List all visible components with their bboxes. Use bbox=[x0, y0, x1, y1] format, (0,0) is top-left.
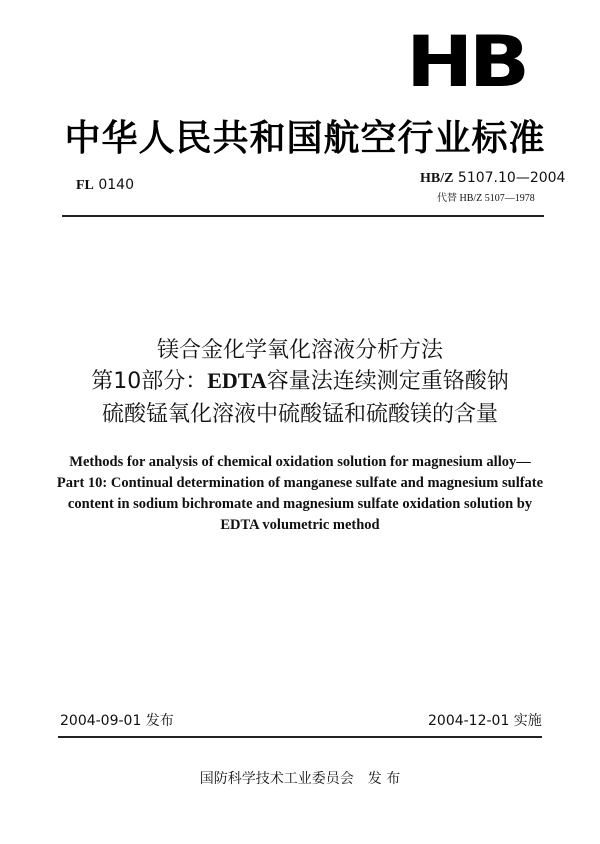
title-cn-line3: 硫酸锰氧化溶液中硫酸锰和硫酸镁的含量 bbox=[101, 402, 498, 427]
classification-prefix: FL bbox=[76, 178, 94, 193]
effective-date: 2004-12-01 实施 bbox=[428, 713, 542, 729]
standard-number bbox=[420, 170, 565, 187]
hb-logo: HB bbox=[406, 21, 526, 103]
title-cn-part-label: 第10部分： bbox=[91, 369, 208, 394]
header-divider bbox=[62, 215, 544, 217]
issue-date: 2004-09-01 发布 bbox=[60, 713, 174, 729]
title-en bbox=[50, 452, 550, 536]
title-en-line4: EDTA volumetric method bbox=[220, 517, 380, 533]
title-en-line1: Methods for analysis of chemical oxidation solution for magnesium alloy— bbox=[69, 454, 531, 470]
classification-code bbox=[76, 177, 134, 194]
title-en-line3: content in sodium bichromate and magnesium sulfate oxidation solution by bbox=[67, 496, 533, 512]
title-cn-line2 bbox=[40, 364, 560, 395]
issuer: 国防科学技术工业委员会 发 布 bbox=[199, 771, 401, 787]
replaces-note: 代替 HB/Z 5107—1978 bbox=[437, 193, 535, 204]
classification-number: 0140 bbox=[98, 177, 134, 193]
standard-type-title: 中华人民共和国航空行业标准 bbox=[64, 118, 546, 159]
title-cn-line1: 镁合金化学氧化溶液分析方法 bbox=[156, 338, 443, 363]
standard-number-value: 5107.10—2004 bbox=[457, 170, 566, 186]
title-en-line2: Part 10: Continual determination of manganese sulfate and magnesium sulfate bbox=[56, 475, 544, 491]
title-cn-line2-rest: 容量法连续测定重铬酸钠 bbox=[266, 369, 509, 394]
standard-number-prefix: HB/Z bbox=[420, 171, 454, 186]
footer-divider bbox=[58, 736, 542, 738]
title-cn-edta: EDTA bbox=[207, 368, 267, 393]
